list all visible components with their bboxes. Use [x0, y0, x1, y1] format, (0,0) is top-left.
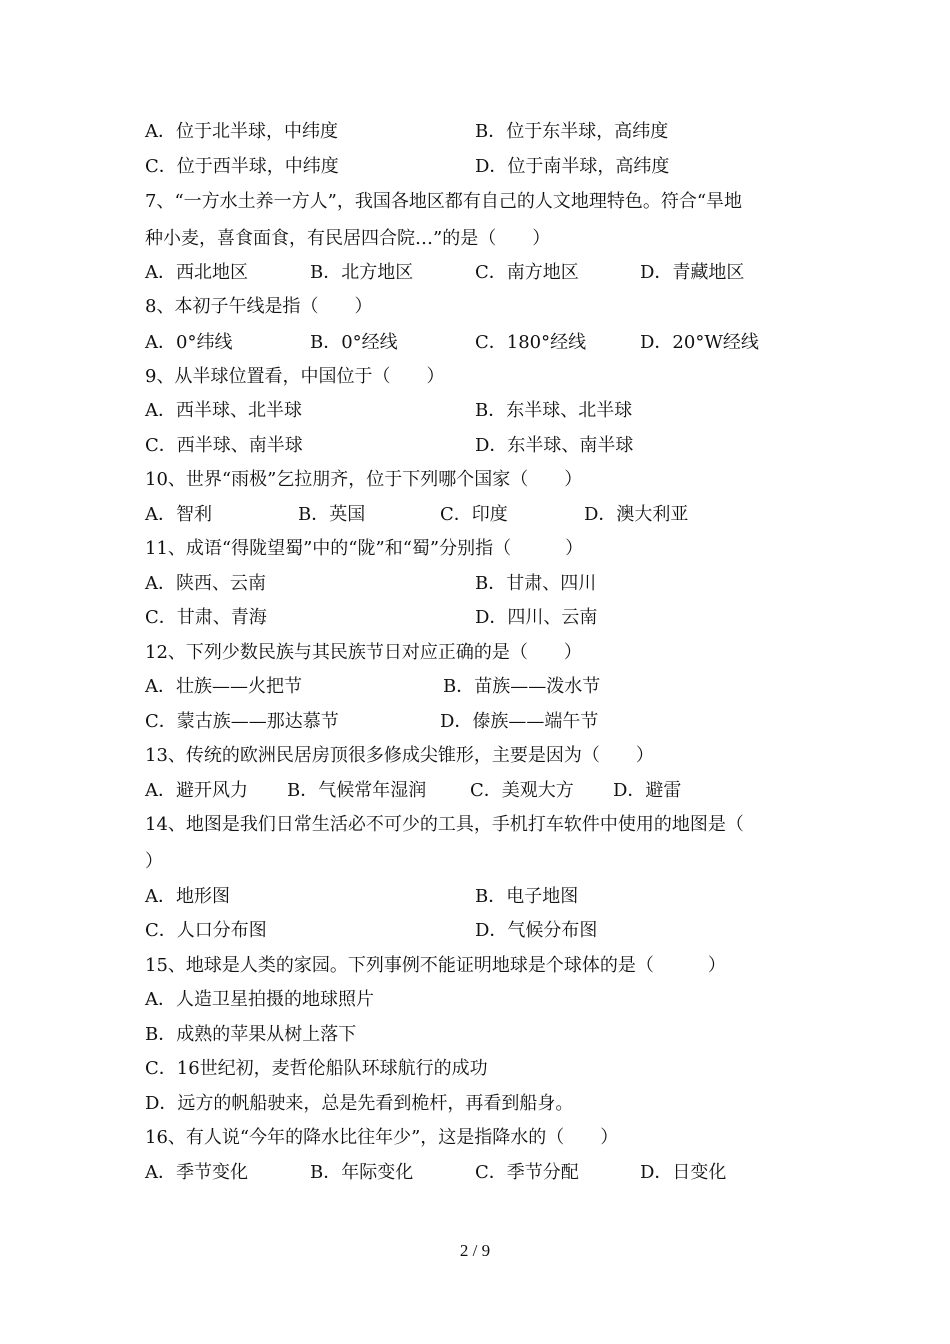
question-16: 16、有人说“今年的降水比往年少”，这是指降水的（ ） — [145, 1127, 619, 1148]
option-a: A．智利 — [145, 504, 212, 525]
option-c: C．南方地区 — [475, 262, 579, 283]
question-7-continued: 种小麦，喜食面食，有民居四合院…”的是（ ） — [145, 228, 551, 249]
option-b: B．成熟的苹果从树上落下 — [145, 1024, 357, 1045]
option-c: C．印度 — [440, 504, 508, 525]
question-8: 8、本初子午线是指（ ） — [145, 296, 373, 317]
option-d: D．澳大利亚 — [584, 504, 689, 525]
option-c: C．人口分布图 — [145, 920, 267, 941]
option-b: B．电子地图 — [475, 886, 579, 907]
question-14-continued: ） — [145, 851, 163, 872]
option-d: D．青藏地区 — [640, 262, 745, 283]
option-c: C．甘肃、青海 — [145, 607, 267, 628]
option-a: A．季节变化 — [145, 1162, 248, 1183]
option-c: C．蒙古族——那达慕节 — [145, 711, 339, 732]
option-d: D．位于南半球，高纬度 — [475, 156, 670, 177]
option-a: A．陕西、云南 — [145, 573, 266, 594]
page-number: 2 / 9 — [459, 1241, 491, 1260]
option-c: C．美观大方 — [470, 780, 574, 801]
question-15: 15、地球是人类的家园。下列事例不能证明地球是个球体的是（ ） — [145, 955, 726, 976]
option-b: B．甘肃、四川 — [475, 573, 597, 594]
option-d: D．傣族——端午节 — [440, 711, 599, 732]
option-b: B．北方地区 — [310, 262, 414, 283]
question-13: 13、传统的欧洲民居房顶很多修成尖锥形，主要是因为（ ） — [145, 745, 654, 766]
question-10: 10、世界“雨极”乞拉朋齐，位于下列哪个国家（ ） — [145, 469, 583, 490]
option-b: B．0°经线 — [310, 332, 398, 353]
option-b: B．东半球、北半球 — [475, 400, 633, 421]
option-c: C．季节分配 — [475, 1162, 579, 1183]
option-d: D．气候分布图 — [475, 920, 598, 941]
option-b: B．年际变化 — [310, 1162, 414, 1183]
option-d: D．日变化 — [640, 1162, 727, 1183]
option-b: B．英国 — [298, 504, 366, 525]
option-d: D．避雷 — [613, 780, 682, 801]
option-c: C．16世纪初，麦哲伦船队环球航行的成功 — [145, 1058, 488, 1079]
option-c: C．180°经线 — [475, 332, 587, 353]
option-d: D．四川、云南 — [475, 607, 598, 628]
question-14: 14、地图是我们日常生活必不可少的工具，手机打车软件中使用的地图是（ — [145, 814, 744, 835]
option-a: A．避开风力 — [145, 780, 248, 801]
question-7: 7、“一方水土养一方人”，我国各地区都有自己的人文地理特色。符合“旱地 — [145, 191, 743, 212]
option-d: D．东半球、南半球 — [475, 435, 634, 456]
option-b: B．气候常年湿润 — [287, 780, 427, 801]
option-b: B．位于东半球，高纬度 — [475, 121, 669, 142]
option-a: A．西半球、北半球 — [145, 400, 302, 421]
option-a: A．壮族——火把节 — [145, 676, 302, 697]
option-a: A．地形图 — [145, 886, 230, 907]
option-d: D．远方的帆船驶来，总是先看到桅杆，再看到船身。 — [145, 1093, 574, 1114]
option-a: A．西北地区 — [145, 262, 248, 283]
option-d: D．20°W经线 — [640, 332, 759, 353]
option-c: C．位于西半球，中纬度 — [145, 156, 339, 177]
option-c: C．西半球、南半球 — [145, 435, 303, 456]
question-9: 9、从半球位置看，中国位于（ ） — [145, 366, 445, 387]
option-a: A．人造卫星拍摄的地球照片 — [145, 989, 374, 1010]
question-11: 11、成语“得陇望蜀”中的“陇”和“蜀”分别指（ ） — [145, 538, 584, 559]
option-a: A．位于北半球，中纬度 — [145, 121, 338, 142]
option-b: B．苗族——泼水节 — [443, 676, 601, 697]
question-12: 12、下列少数民族与其民族节日对应正确的是（ ） — [145, 642, 582, 663]
option-a: A．0°纬线 — [145, 332, 233, 353]
